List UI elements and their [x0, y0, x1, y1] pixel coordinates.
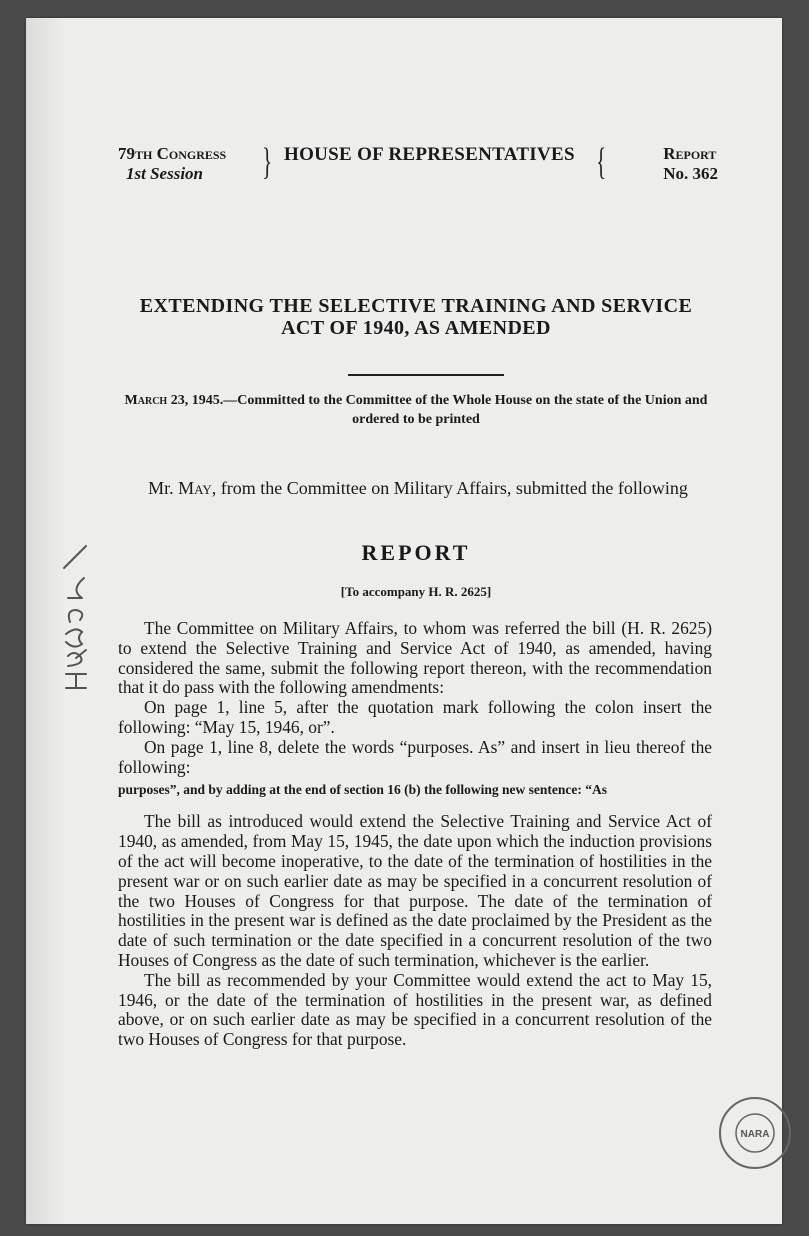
- title-line-1: EXTENDING THE SELECTIVE TRAINING AND SERVICE: [139, 295, 693, 317]
- report-label: Report: [663, 144, 717, 163]
- paragraph: On page 1, line 8, delete the words “purposes. As” and insert in lieu thereof the following:: [118, 736, 712, 777]
- session-label: 1st Session: [126, 164, 203, 183]
- right-brace: {: [596, 141, 607, 183]
- paragraph: The bill as introduced would extend the Selective Training and Service Act of 1940, as amended, from May 15, 1945, the date upon which the induction provisions of the act will become inoperative, to the date of the termination of hostilities in the present war or on such earlier date as may be specified in a concurrent resolution of the two Houses of Congress for that purpose. The date of the termination of hostilities in the present war is defined as the date proclaimed by the President as the date of such termination or the date specified in a concurrent resolution of the two Houses of Congress as the date of such termination, whichever is the earlier.: [118, 811, 712, 970]
- submitted-text: , from the Committee on Military Affairs, submitted the following: [211, 478, 688, 498]
- paragraph: The Committee on Military Affairs, to whom was referred the bill (H. R. 2625) to extend the Selective Training and Service Act of 1940, as amended, having considered the same, submit the following report thereon, with the recommendation that it do pass with the following amendments:: [118, 618, 712, 698]
- document-title: [86, 295, 746, 339]
- title-line-2: ACT OF 1940, AS AMENDED: [281, 317, 551, 339]
- submitted-prefix: Mr.: [148, 478, 174, 498]
- report-heading: REPORT: [361, 540, 471, 565]
- congress-session-block: [118, 144, 268, 184]
- title-rule: [348, 374, 504, 376]
- chamber-label: HOUSE OF REPRESENTATIVES: [284, 144, 575, 165]
- svg-text:NARA: NARA: [740, 1129, 770, 1140]
- handwritten-note-mark: [56, 538, 92, 698]
- paragraph: On page 1, line 5, after the quotation mark following the colon insert the following: “May 15, 1946, or”.: [118, 697, 712, 737]
- library-stamp: [716, 1094, 794, 1172]
- member-name: May: [178, 478, 212, 498]
- committal-date: March 23, 1945.: [124, 393, 224, 408]
- report-body: [118, 619, 712, 1050]
- committal-note: [116, 391, 716, 429]
- paragraph: The bill as recommended by your Committee would extend the act to May 15, 1946, or the date of the termination of hostilities in the present war, as defined above, or on such earlier date as may be specified in a concurrent resolution of the two Houses of Congress for that purpose.: [118, 969, 712, 1050]
- congress-label: 79th Congress: [118, 144, 227, 163]
- document-page: [26, 18, 782, 1224]
- report-header: [118, 141, 718, 206]
- report-number-block: [663, 144, 718, 184]
- accompany-note: [To accompany H. R. 2625]: [340, 584, 492, 599]
- submitted-line: [108, 477, 728, 500]
- report-number: No. 362: [663, 164, 718, 183]
- left-brace: }: [262, 141, 273, 183]
- committal-text: —Committed to the Committee of the Whole House on the state of the Union and ordered to be printed: [223, 393, 708, 427]
- amendment-text: purposes”, and by adding at the end of section 16 (b) the following new sentence: “As: [118, 782, 608, 798]
